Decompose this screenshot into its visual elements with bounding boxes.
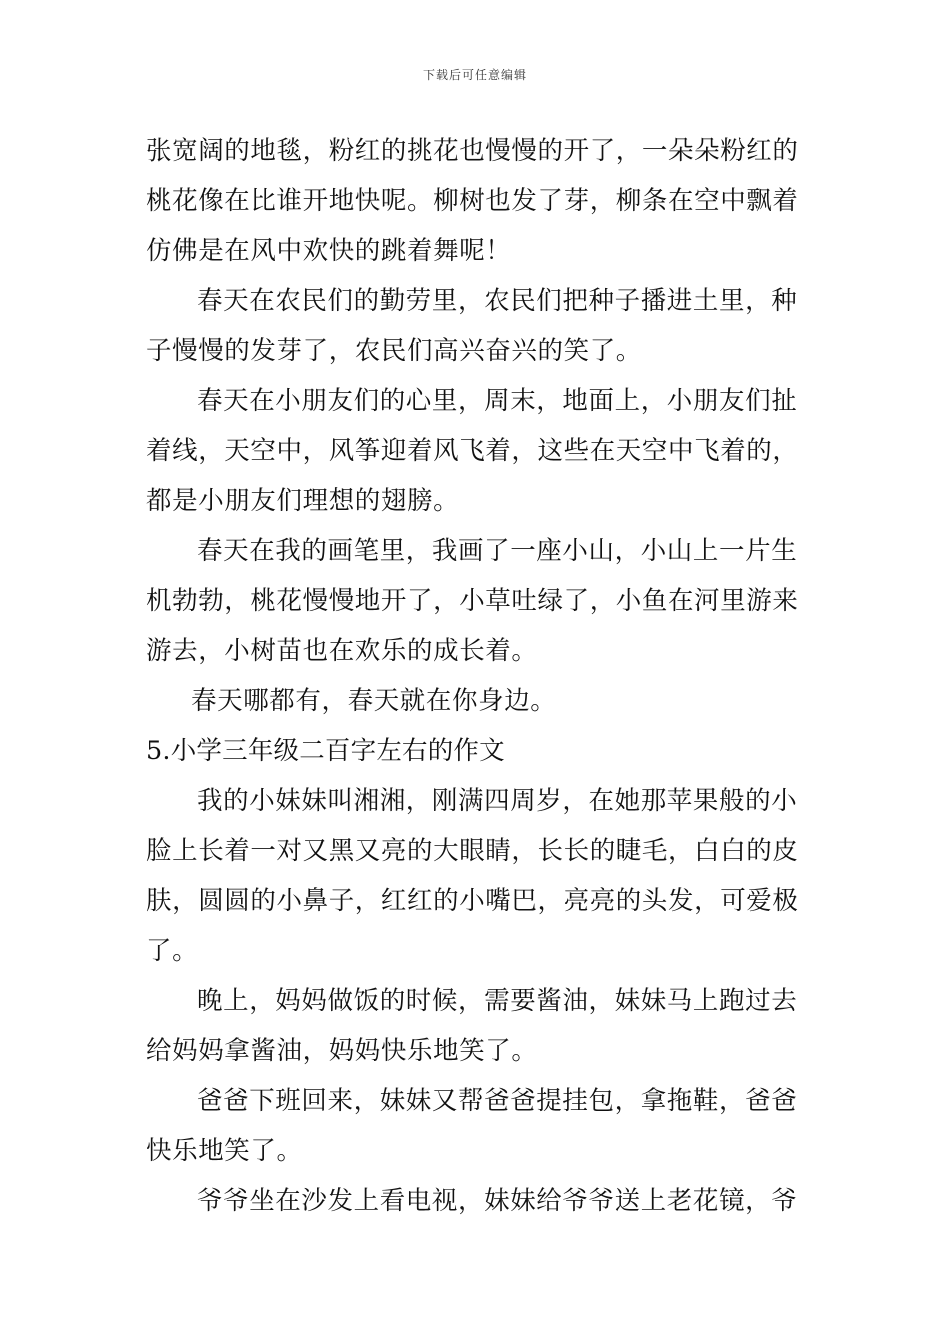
- text-line: 给妈妈拿酱油，妈妈快乐地笑了。: [146, 1036, 538, 1066]
- text-line: 仿佛是在风中欢快的跳着舞呢！: [146, 236, 512, 266]
- paragraph-start-line: 爸爸下班回来，妹妹又帮爸爸提挂包，拿拖鞋，爸爸: [197, 1086, 798, 1116]
- text-line: 肤，圆圆的小鼻子，红红的小嘴巴，亮亮的头发，可爱极: [146, 886, 799, 916]
- document-body: [146, 126, 808, 1226]
- paragraph-start-line: 晚上，妈妈做饭的时候，需要酱油，妹妹马上跑过去: [197, 986, 798, 1016]
- paragraph-start-line: 爷爷坐在沙发上看电视，妹妹给爷爷送上老花镜，爷: [197, 1186, 798, 1216]
- text-line: 快乐地笑了。: [146, 1136, 303, 1166]
- paragraph-start-line: 春天在农民们的勤劳里，农民们把种子播进土里，种: [197, 286, 798, 316]
- text-line: 张宽阔的地毯，粉红的挑花也慢慢的开了，一朵朵粉红的: [146, 136, 799, 166]
- page-header: 下载后可任意编辑: [422, 68, 527, 82]
- section-heading: 5.小学三年级二百字左右的作文: [146, 736, 505, 766]
- paragraph-start-line: 我的小妹妹叫湘湘，刚满四周岁，在她那苹果般的小: [197, 786, 798, 816]
- text-line: 着线，天空中，风筝迎着风飞着，这些在天空中飞着的，: [146, 436, 799, 466]
- text-line: 桃花像在比谁开地快呢。柳树也发了芽，柳条在空中飘着: [146, 186, 799, 216]
- paragraph-start-line: 春天哪都有，春天就在你身边。: [191, 686, 557, 716]
- text-line: 脸上长着一对又黑又亮的大眼睛，长长的睫毛，白白的皮: [146, 836, 799, 866]
- text-line: 了。: [146, 936, 199, 966]
- paragraph-start-line: 春天在小朋友们的心里，周末，地面上，小朋友们扯: [197, 386, 798, 416]
- text-line: 都是小朋友们理想的翅膀。: [146, 486, 460, 516]
- text-line: 机勃勃，桃花慢慢地开了，小草吐绿了，小鱼在河里游来: [146, 586, 799, 616]
- text-line: 子慢慢的发芽了，农民们高兴奋兴的笑了。: [146, 336, 642, 366]
- text-line: 游去，小树苗也在欢乐的成长着。: [146, 636, 538, 666]
- paragraph-start-line: 春天在我的画笔里，我画了一座小山，小山上一片生: [197, 536, 798, 566]
